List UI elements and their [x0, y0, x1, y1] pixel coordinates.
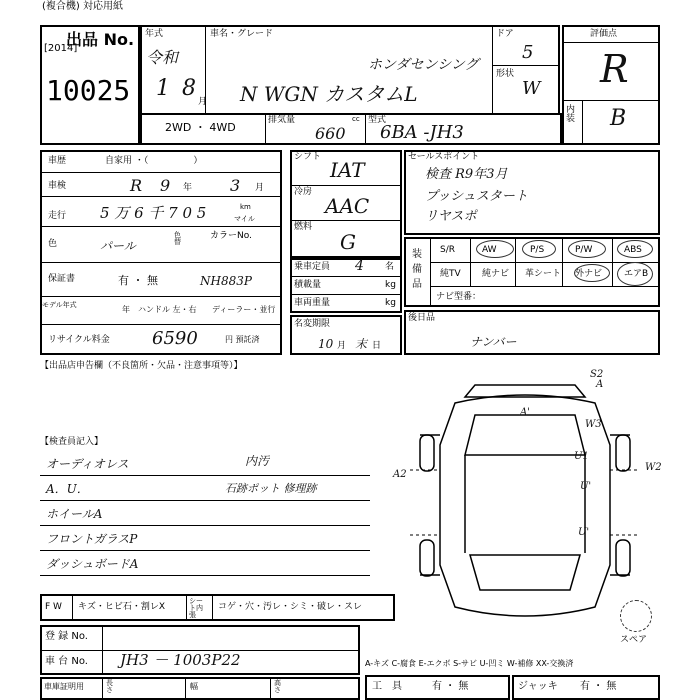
- inspection-era: R: [130, 176, 143, 195]
- equip-tv: 純TV: [440, 269, 461, 279]
- inspection-year: 9: [160, 176, 171, 195]
- mark-u1b: U': [580, 481, 592, 492]
- inspector-line2: A．U．: [46, 482, 89, 496]
- tools-label: 工 具: [372, 681, 402, 692]
- form-title: (複合機) 対応用紙: [42, 1, 123, 12]
- model-year-unit: 年: [122, 305, 130, 314]
- inspection-label: 車検: [48, 181, 67, 191]
- equip-ext-navi: 外ナビ: [575, 269, 603, 279]
- displacement-label: 排気量: [268, 115, 296, 125]
- mark-a1: A: [596, 379, 604, 390]
- sales-point-line1: 検査 R9年3月: [425, 167, 508, 182]
- inspector-line4: フロントガラスP: [46, 532, 138, 546]
- sheet-label: シート内張: [189, 597, 203, 619]
- mark-w2: W2: [645, 462, 662, 473]
- warranty-text: 有 ・ 無: [118, 274, 158, 287]
- equip-abs: ABS: [624, 245, 642, 255]
- history-label: 車歴: [48, 156, 67, 166]
- color-value: パール: [100, 239, 136, 253]
- lot-label: 出品 No.: [66, 30, 135, 49]
- reg-label: 登 録 No.: [45, 631, 88, 642]
- capacity-value: 4: [355, 258, 364, 274]
- equip-sr: S/R: [440, 245, 455, 255]
- jack-label: ジャッキ: [518, 681, 558, 692]
- jack-text: 有 ・ 無: [580, 681, 617, 692]
- grade-value: ホンダセンシング: [368, 57, 479, 73]
- displacement-unit: cc: [352, 115, 360, 123]
- inspection-unit-m: 月: [255, 183, 265, 193]
- mark-s2: S2: [590, 369, 604, 380]
- color-no-value: NH883P: [200, 274, 252, 288]
- shape-label: 形状: [496, 69, 515, 79]
- recycle-value: 6590: [152, 328, 198, 349]
- load-label: 積載量: [294, 280, 322, 290]
- load-unit: kg: [385, 280, 396, 290]
- history-text: 自家用 ・（ ）: [105, 156, 203, 166]
- model-label: 型式: [368, 115, 387, 125]
- sales-point-line2: プッシュスタート: [425, 189, 528, 204]
- circle-pw: [568, 240, 606, 258]
- ac-label: 冷房: [294, 187, 313, 197]
- chassis-value: JH3 － 1003P22: [120, 651, 241, 669]
- equip-aw: AW: [482, 245, 497, 255]
- ac-value: AAC: [325, 194, 370, 218]
- inspector-line1: オーディオレス: [46, 457, 129, 471]
- warranty-label: 保証書: [48, 274, 76, 284]
- color-change-label: 色替: [174, 231, 181, 246]
- interior-value: B: [610, 106, 627, 131]
- recycle-label: リサイクル料金: [48, 335, 110, 345]
- name-label: 車名・グレード: [210, 29, 274, 39]
- inspector-label: 【検査員記入】: [40, 437, 104, 447]
- shift-value: IAT: [330, 158, 365, 182]
- spare-label: スペア: [620, 635, 648, 645]
- car-name: N WGN カスタムL: [240, 82, 418, 106]
- after-value: ナンバー: [470, 335, 517, 349]
- inspector-line3: ホイールA: [46, 507, 103, 521]
- mileage-label: 走行: [48, 211, 67, 221]
- grade-value-big: R: [600, 47, 629, 91]
- mileage-unit-mile: マイル: [234, 215, 255, 223]
- month-unit: 月: [198, 97, 208, 107]
- recycle-unit: 円 預託済: [225, 335, 260, 344]
- inspector-right1: 内汚: [245, 454, 270, 468]
- grade-label: 評価点: [590, 29, 618, 39]
- storage-label: 車庫証明用: [44, 682, 84, 691]
- inspector-line5: ダッシュボードA: [46, 557, 139, 571]
- mark-a1b: A': [520, 407, 530, 418]
- after-box: [404, 310, 660, 355]
- month-value: 8: [182, 76, 196, 101]
- name-deadline-month: 10: [318, 337, 334, 351]
- name-deadline-day: 末: [355, 337, 368, 351]
- fw-label: F W: [45, 602, 62, 612]
- circle-ps: [522, 240, 556, 258]
- capacity-unit: 名: [385, 262, 395, 272]
- equip-pw: P/W: [575, 245, 593, 255]
- mark-u1c: U': [578, 527, 590, 538]
- shape-value: W: [522, 78, 541, 99]
- storage-height: 高さ: [274, 679, 281, 694]
- shift-label: シフト: [294, 152, 322, 162]
- equip-airbag: エアB: [624, 269, 649, 279]
- sales-point-label: セールスポイント: [408, 152, 480, 162]
- sales-point-line3: リヤスポ: [425, 209, 477, 224]
- storage-width: 幅: [190, 682, 198, 691]
- navi-model: ナビ型番：: [436, 292, 482, 302]
- name-deadline-unit-m: 月: [337, 341, 347, 351]
- inspection-month: 3: [230, 176, 241, 195]
- lot-number: 10025: [46, 74, 131, 107]
- sheet-text: コゲ・穴・汚レ・シミ・破レ・スレ: [218, 602, 363, 612]
- equip-navi: 純ナビ: [482, 269, 510, 279]
- mark-u1: U1: [574, 451, 589, 462]
- equip-ps: P/S: [530, 245, 545, 255]
- color-no-label: カラーNo.: [210, 231, 252, 241]
- mileage-value: 5 万 6 千 7 0 5: [100, 204, 207, 222]
- inspection-unit-y: 年: [183, 183, 193, 193]
- drive-text: 2WD ・ 4WD: [165, 121, 236, 134]
- legend-text: A-キズ C-腐食 E-エクボ S-サビ U-凹ミ W-補修 XX-交換済: [365, 659, 574, 668]
- model-year-label: モデル年式: [42, 301, 77, 309]
- equipment-label: 装備品: [412, 249, 422, 290]
- fw-text: キズ・ヒビ石・割レX: [78, 602, 165, 612]
- circle-aw: [476, 240, 514, 258]
- year-label: 年式: [145, 29, 164, 39]
- mark-a2: A2: [393, 469, 407, 480]
- equip-leather: 革シート: [525, 269, 562, 279]
- notes-label: 【出品店申告欄（不良箇所・欠品・注意事項等）】: [40, 361, 243, 371]
- displacement-value: 660: [315, 124, 346, 143]
- weight-unit: kg: [385, 298, 396, 308]
- spare-circle: [620, 600, 652, 632]
- circle-airbag: [617, 262, 653, 286]
- capacity-label: 乗車定員: [294, 262, 331, 272]
- inspector-right2: 石跡ポット 修理跡: [225, 482, 317, 495]
- name-deadline-label: 名変期限: [294, 319, 331, 329]
- lot-year: [2014]: [44, 43, 78, 54]
- chassis-label: 車 台 No.: [45, 656, 88, 667]
- color-label: 色: [48, 239, 58, 249]
- name-deadline-unit-d: 日: [372, 341, 382, 351]
- dealer-text: ディーラー・並行: [212, 305, 276, 314]
- fuel-value: G: [340, 230, 356, 254]
- weight-label: 車両重量: [294, 298, 331, 308]
- model-value: 6BA -JH3: [380, 122, 464, 143]
- interior-label: 内装: [566, 105, 576, 124]
- circle-ext-navi: [574, 264, 610, 282]
- door-value: 5: [522, 42, 534, 63]
- storage-length: 長さ: [106, 679, 113, 694]
- mileage-unit-km: km: [240, 203, 251, 211]
- storage-row: [40, 677, 360, 700]
- circle-abs: [617, 240, 653, 258]
- year-value: 1: [156, 76, 170, 101]
- fuel-label: 燃料: [294, 222, 313, 232]
- door-label: ドア: [496, 29, 514, 39]
- tools-text: 有 ・ 無: [432, 681, 469, 692]
- after-label: 後日品: [408, 313, 436, 323]
- year-era: 令和: [146, 48, 179, 67]
- handle-text: ハンドル 左・右: [138, 305, 197, 314]
- mark-w3: W3: [585, 419, 602, 430]
